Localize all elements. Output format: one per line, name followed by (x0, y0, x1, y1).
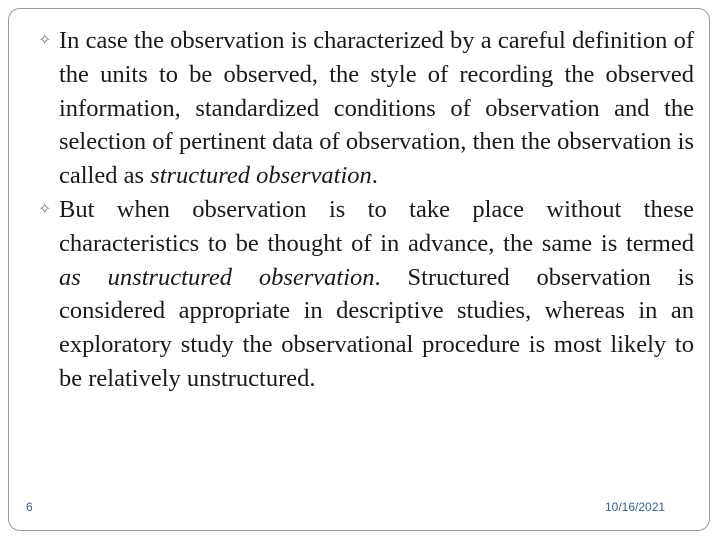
slide-content (38, 24, 694, 396)
bullet-1-end: . (371, 162, 378, 190)
bullet-item-1 (38, 24, 694, 193)
bullet-item-2 (38, 193, 694, 396)
bullet-1-italic-term: structured observation (150, 162, 372, 190)
footer-date: 10/16/2021 (605, 500, 666, 514)
bullet-2-italic-term: as unstructured observation (59, 263, 375, 291)
bullet-star-icon: ✧ (38, 200, 52, 218)
bullet-star-icon: ✧ (38, 32, 52, 49)
page-number: 6 (26, 500, 33, 514)
bullet-1-text: In case the observation is characterized by a careful definition of the units to be observed, the style of recording the observed information, standardized conditions of observation and the selection of pertinent data of observation, then the observation is called as (59, 27, 694, 190)
bullet-2-end: . Structured observation is considered appropriate in descriptive studies, whereas in an exploratory study the observational procedure is most likely to be relatively unstructured. (59, 263, 694, 392)
bullet-2-text: But when observation is to take place without these characteristics to be thought of in advance, the same is termed (59, 195, 694, 257)
